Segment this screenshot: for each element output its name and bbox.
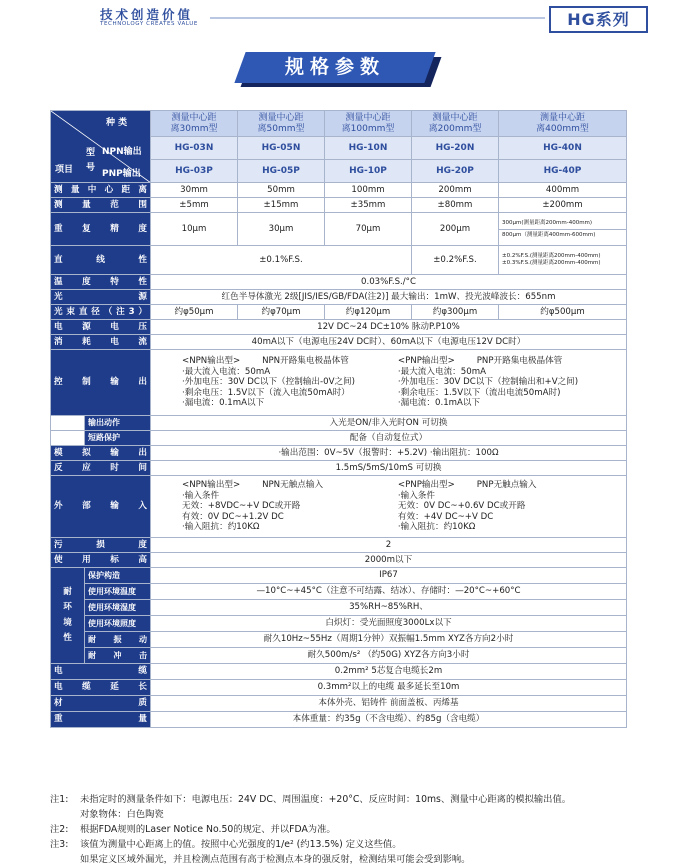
- altitude-value: 2000m以下: [151, 553, 627, 568]
- note-line: 注3: 该值为测量中心距离上的值。按照中心光强度的1/e² (约13.5%) 定义这些值。: [50, 839, 402, 850]
- beam-value: 约φ70μm: [238, 305, 325, 320]
- range-value: ±5mm: [151, 198, 238, 213]
- external-input-value: <NPN输出型> NPN无触点输入 ·输入条件 无效：+8VDC~+V DC或开路 有效：0V DC~+1.2V DC ·输入阻抗：约10KΩ <PNP输出型> PNP无触点输入 ·输入条件 无效：0V DC~+0.6V DC或开路 有效：+4V DC~+V DC ·输入阻抗：约10KΩ: [151, 476, 627, 538]
- blank-cell: [51, 416, 85, 431]
- pollution-value: 2: [151, 538, 627, 553]
- row-label: 电缆延长: [51, 680, 151, 696]
- repeat-value: 10μm: [151, 213, 238, 246]
- output-action-value: 入光是ON/非入光时ON 可切换: [151, 416, 627, 431]
- beam-value: 约φ50μm: [151, 305, 238, 320]
- env-temperature-value: —10°C~+45°C（注意不可结露、结冰）、存储时：—20°C~+60°C: [151, 584, 627, 600]
- section-banner: [240, 52, 440, 88]
- cable-value: 0.2mm² 5芯复合电缆长2m: [151, 664, 627, 680]
- row-label: 电源电压: [51, 320, 151, 335]
- pnp-model: HG-40P: [499, 160, 627, 183]
- item-label: 项目: [55, 165, 74, 175]
- npn-label: NPN输出: [102, 147, 142, 157]
- material-value: 本体外壳、铝铸件 前面盖板、丙烯基: [151, 696, 627, 712]
- note-line: 对象物体：白色陶瓷: [80, 809, 164, 820]
- company-slogan: 技术创造价值: [100, 7, 194, 22]
- protection-value: IP67: [151, 568, 627, 584]
- linearity-value-b: ±0.2%F.S.: [412, 246, 499, 275]
- row-label: 使用环境温度: [85, 584, 151, 600]
- company-slogan-en: TECHNOLOGY CREATES VALUE: [100, 21, 198, 27]
- row-label: 光源: [51, 290, 151, 305]
- spec-table: [50, 110, 627, 728]
- power-voltage-value: 12V DC~24 DC±10% 脉动P.P10%: [151, 320, 627, 335]
- vibration-value: 耐久10Hz~55Hz（周期1分钟）双振幅1.5mm XYZ各方向2小时: [151, 632, 627, 648]
- repeat-value: 30μm: [238, 213, 325, 246]
- note-line: 注2: 根据FDA规则的Laser Notice No.50的规定、并以FDA为准。: [50, 824, 336, 835]
- row-label: 耐振动: [85, 632, 151, 648]
- range-value: ±35mm: [325, 198, 412, 213]
- pnp-model: HG-20P: [412, 160, 499, 183]
- row-label: 控制输出: [51, 350, 151, 416]
- row-label: 保护构造: [85, 568, 151, 584]
- row-label: 使用标高: [51, 553, 151, 568]
- consumption-value: 40mA以下（电源电压24V DC时）、60mA以下（电源电压12V DC时）: [151, 335, 627, 350]
- npn-model: HG-05N: [238, 137, 325, 160]
- banner-title: 规格参数: [284, 56, 385, 78]
- repeat-value: 200μm: [412, 213, 499, 246]
- row-label: 外部输入: [51, 476, 151, 538]
- center-distance-value: 30mm: [151, 183, 238, 198]
- npn-model: HG-10N: [325, 137, 412, 160]
- header-rule: [210, 17, 545, 19]
- row-label: 测量范围: [51, 198, 151, 213]
- note-line: 注1: 未指定时的测量条件如下：电源电压：24V DC、周围温度：+20°C、反应时间：10ms、测量中心距离的模拟输出值。: [50, 794, 572, 805]
- env-group-label: 耐 环 境 性: [51, 568, 85, 664]
- weight-value: 本体重量：约35g（不含电缆）、约85g（含电缆）: [151, 712, 627, 728]
- range-value: ±200mm: [499, 198, 627, 213]
- row-label: 重量: [51, 712, 151, 728]
- pnp-model: HG-03P: [151, 160, 238, 183]
- row-label: 反应时间: [51, 461, 151, 476]
- response-value: 1.5mS/5mS/10mS 可切换: [151, 461, 627, 476]
- row-label: 材质: [51, 696, 151, 712]
- analog-value: ·输出范围：0V~5V（报警时：+5.2V) ·输出阻抗：100Ω: [151, 446, 627, 461]
- row-label: 短路保护: [85, 431, 151, 446]
- table-corner: [51, 111, 151, 183]
- column-header: 测量中心距 离200mm型: [412, 111, 499, 137]
- short-protect-value: 配备（自动复位式）: [151, 431, 627, 446]
- beam-value: 约φ300μm: [412, 305, 499, 320]
- beam-value: 约φ120μm: [325, 305, 412, 320]
- model-label-1: 型: [86, 148, 96, 158]
- center-distance-value: 200mm: [412, 183, 499, 198]
- row-label: 使用环境湿度: [85, 600, 151, 616]
- row-label: 输出动作: [85, 416, 151, 431]
- control-output-value: <NPN输出型> NPN开路集电极晶体管 ·最大流入电流：50mA ·外加电压：30V DC以下（控制输出-0V之间) ·剩余电压：1.5V以下（流入电流50mA时） ·漏电流：0.1mA以下 <PNP输出型> PNP开路集电极晶体管 ·最大流入电流：50mA ·外加电压：30V DC以下（控制输出和+V之间) ·剩余电压：1.5V以下（流出电流50mA时) ·漏电流：0.1mA以下: [151, 350, 627, 416]
- pnp-label: PNP输出: [102, 169, 141, 179]
- note-line: 如果定义区域外漏光，并且检测点范围有高于检测点本身的强反射，检测结果可能会受到影响。: [80, 854, 471, 865]
- env-humidity-value: 35%RH~85%RH、: [151, 600, 627, 616]
- beam-value: 约φ500μm: [499, 305, 627, 320]
- row-label: 测量中心距离: [51, 183, 151, 198]
- cable-ext-value: 0.3mm²以上的电缆 最多延长至10m: [151, 680, 627, 696]
- row-label: 污损度: [51, 538, 151, 553]
- range-value: ±80mm: [412, 198, 499, 213]
- npn-model: HG-20N: [412, 137, 499, 160]
- column-header: 测量中心距 离30mm型: [151, 111, 238, 137]
- light-value: 红色半导体激光 2级[JIS/IES/GB/FDA(注2)] 最大输出：1mW、投光波峰波长：655nm: [151, 290, 627, 305]
- row-label: 使用环境照度: [85, 616, 151, 632]
- column-header: 测量中心距 离400mm型: [499, 111, 627, 137]
- linearity-value-400: ±0.2%F.S.(测量距离200mm-400mm) ±0.3%F.S.(测量距离200mm-400mm): [499, 246, 627, 275]
- row-label: 消耗电流: [51, 335, 151, 350]
- series-badge: [549, 6, 648, 33]
- row-label: 电缆: [51, 664, 151, 680]
- center-distance-value: 100mm: [325, 183, 412, 198]
- row-label: 直线性: [51, 246, 151, 275]
- row-label: 温度特性: [51, 275, 151, 290]
- npn-model: HG-03N: [151, 137, 238, 160]
- column-header: 测量中心距 离100mm型: [325, 111, 412, 137]
- row-label: 光束直径（注3）: [51, 305, 151, 320]
- shock-value: 耐久500m/s² （约50G) XYZ各方向3小时: [151, 648, 627, 664]
- page-header: [0, 0, 674, 40]
- env-illuminance-value: 白炽灯：受光面照度3000Lx以下: [151, 616, 627, 632]
- linearity-value-a: ±0.1%F.S.: [151, 246, 412, 275]
- pnp-model: HG-10P: [325, 160, 412, 183]
- repeat-value: 70μm: [325, 213, 412, 246]
- footnotes: [50, 792, 650, 867]
- series-label: HG系列: [567, 10, 630, 29]
- range-value: ±15mm: [238, 198, 325, 213]
- row-label: 重复精度: [51, 213, 151, 246]
- model-label-2: 号: [86, 163, 96, 173]
- row-label: 耐冲击: [85, 648, 151, 664]
- npn-model: HG-40N: [499, 137, 627, 160]
- repeat-value-400: 300μm(测量距离200mm-400mm) 800μm（测量距离400mm-600mm): [499, 213, 627, 246]
- pnp-model: HG-05P: [238, 160, 325, 183]
- temp-value: 0.03%F.S./°C: [151, 275, 627, 290]
- center-distance-value: 400mm: [499, 183, 627, 198]
- row-label: 模拟输出: [51, 446, 151, 461]
- column-header: 测量中心距 离50mm型: [238, 111, 325, 137]
- center-distance-value: 50mm: [238, 183, 325, 198]
- blank-cell: [51, 431, 85, 446]
- type-label: 种 类: [106, 118, 128, 128]
